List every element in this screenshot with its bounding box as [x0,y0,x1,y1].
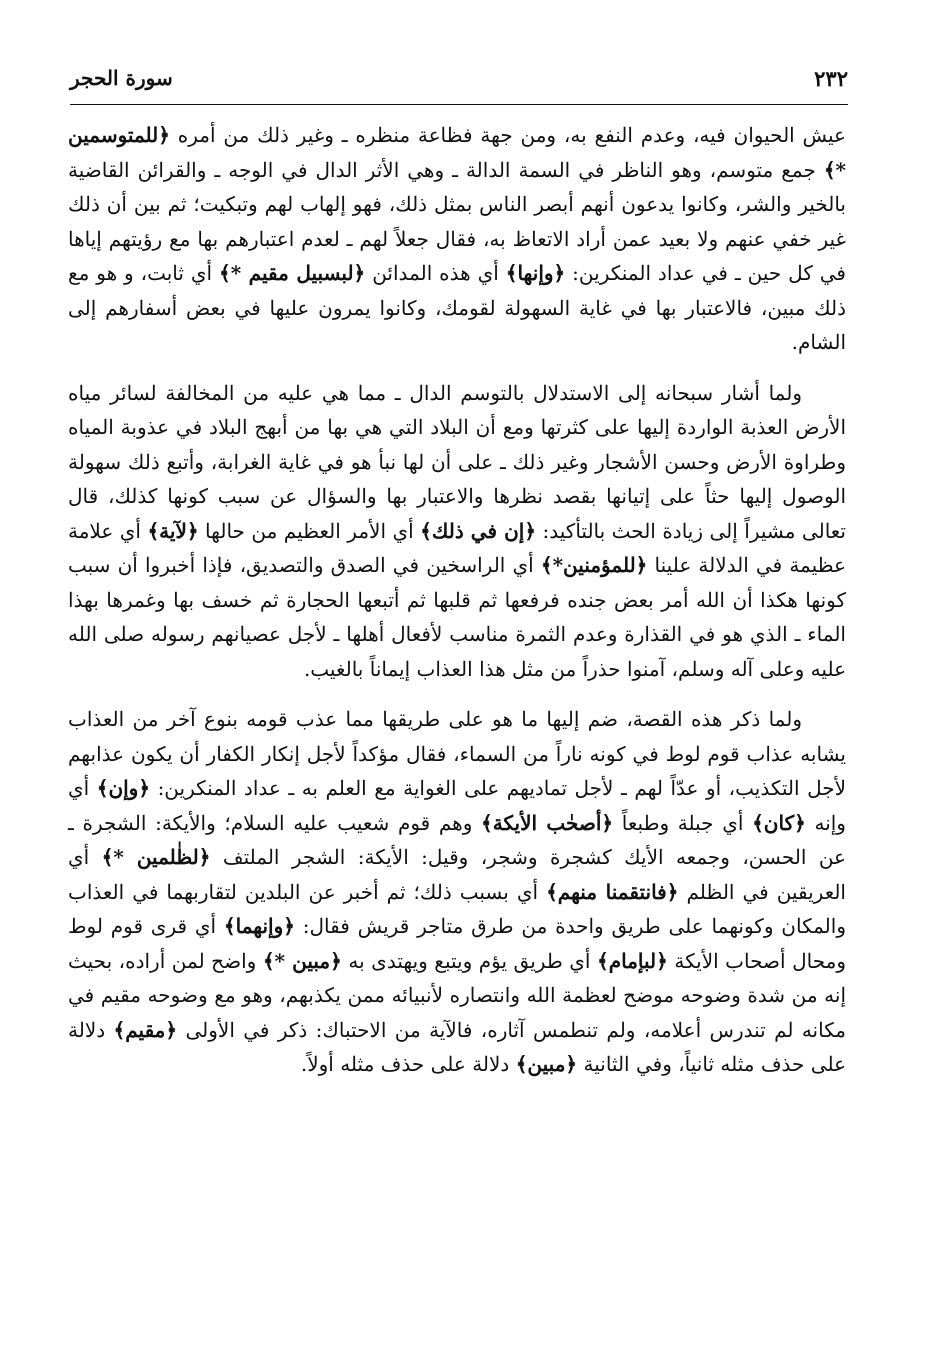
commentary-text: أي قرى قوم لوط ومحال أصحاب الأيكة [68,914,846,973]
quran-quote: ﴿لبإمام﴾ [597,948,668,973]
quran-quote: ﴿فانتقمنا منهم﴾ [546,879,679,904]
commentary-text: أي هذه المدائن [365,261,506,285]
quran-quote: ﴿مبين﴾ [515,1052,578,1076]
commentary-text: جمع متوسم، وهو الناظر في السمة الدالة ـ وهي الأثر الدال في الوجه ـ والقرائن القاضية بالخير والشر، وكانوا يدعون أنهم أبصر الناس بمثل ذلك، فهو إلهاب لهم وتبكيت؛ ثم بين أن ذلك غير خفي عنهم ولا بعيد عمن أراد الاتعاظ به، فقال جعلاً لهم ـ لعدم اعتبارهم بها مع رؤيتهم إياها في كل حين ـ في عداد المنكرين: [68,157,846,285]
page-header [70,62,848,102]
commentary-text: أي الأمر العظيم من حالها [198,518,421,543]
commentary-text: أي العريقين في الظلم [68,845,846,904]
commentary-text: دلالة على حذف مثله ثانياً، وفي الثانية [68,1017,846,1076]
paragraph-3 [68,702,846,1082]
commentary-text: أي جبلة وطبعاً [613,810,753,835]
quran-quote: ﴿لآية﴾ [147,518,199,543]
paragraph-2 [68,376,846,687]
commentary-text: أي وإنه [68,776,846,835]
header-divider [70,104,848,105]
quran-quote: ﴿مبين *﴾ [262,948,342,973]
quran-quote: ﴿أصحٰب الأيكة﴾ [481,810,614,835]
commentary-text: أي طريق يؤم ويتبع ويهتدى به [341,948,597,973]
quran-quote: ﴿كان﴾ [752,810,806,835]
page-number: ٢٣٢ [814,66,848,91]
quran-quote: ﴿لبسبيل مقيم *﴾ [218,261,366,285]
commentary-text: وهم قوم شعيب عليه السلام؛ والأيكة: الشجرة ـ عن الحسن، وجمعه الأيك كشجرة وشجر، وقيل: الأيكة: الشجر الملتف [68,810,846,869]
commentary-text: أي الراسخين في الصدق والتصديق، فإذا أخبروا أن سبب كونها هكذا أن الله أمر بعض جنده فرفعها ثم قلبها ثم أتبعها الحجارة ثم خسف بها وغمرها بهذا الماء ـ الذي هو في القذارة وعدم الثمرة مناسب لأفعال أهلها ـ لأجل عصيانهم رسوله صلى الله عليه وعلى آله وسلم، آمنوا حذراً من مثل هذا العذاب إيماناً بالغيب. [68,553,846,681]
paragraph-1 [68,118,846,360]
quran-quote: ﴿للمؤمنين*﴾ [540,553,648,577]
commentary-text: ولما ذكر هذه القصة، ضم إليها ما هو على طريقها مما عذب قومه بنوع آخر من العذاب يشابه عذاب قوم لوط في كونه ناراً من السماء، فقال مؤكداً لأجل إنكار الكفار أن يكون عذابهم لأجل التكذيب، أو عدّاً لهم ـ لأجل تماديهم على الغواية مع العلم به ـ عداد المنكرين: [68,707,846,800]
commentary-text: أي علامة عظيمة في الدلالة علينا [68,518,846,577]
quran-quote: ﴿إن في ذلك﴾ [420,518,537,543]
commentary-text: واضح لمن أراده، بحيث إنه من شدة وضوحه موضح لعظمة الله وانتصاره لأنبيائه ممن يكذبهم، وهو مع وضوحه مقيم في مكانه لم تندرس أعلامه، ولم تنطمس آثاره، فالآية من الاحتباك: ذكر في الأولى [68,948,846,1042]
commentary-text: أي بسبب ذلك؛ ثم أخبر عن البلدين لتقاربهما في العذاب والمكان وكونهما على طريق واحدة من طرق متاجر قريش فقال: [68,879,846,938]
commentary-text: دلالة على حذف مثله أولاً. [300,1052,516,1076]
commentary-text: أي ثابت، و هو مع ذلك مبين، فالاعتبار بها في غاية السهولة لقومك، وكانوا يمرون عليها في بعض أسفارهم إلى الشام. [68,261,846,354]
quran-quote: ﴿للمتوسمين *﴾ [68,123,846,182]
page-body [68,118,846,1098]
quran-quote: ﴿وإنها﴾ [505,261,566,285]
quran-quote: ﴿وإن﴾ [96,776,151,800]
quran-quote: ﴿لظٰلمين *﴾ [101,845,211,869]
quran-quote: ﴿وإنهما﴾ [223,914,295,938]
commentary-text: عيش الحيوان فيه، وعدم النفع به، ومن جهة فظاعة منظره ـ وغير ذلك من أمره [169,123,846,147]
commentary-text: ولما أشار سبحانه إلى الاستدلال بالتوسم الدال ـ مما هي عليه من المخالفة لسائر مياه الأرض العذبة الواردة إليها على كثرتها ومع أن البلاد التي هي بها من أبهج البلاد في عذوبة المياه وطراوة الأرض وحسن الأشجار وغير ذلك ـ على أن لها نبأ هو في غاية الغرابة، وأتبع ذلك سهولة الوصول إليها حثاً على إتيانها بقصد نظرها والاعتبار بها والسؤال عن سبب كونها كذلك، قال تعالى مشيراً إلى زيادة الحث بالتأكيد: [68,380,847,543]
quran-quote: ﴿مقيم﴾ [113,1017,178,1042]
surah-title: سورة الحجر [70,66,173,90]
